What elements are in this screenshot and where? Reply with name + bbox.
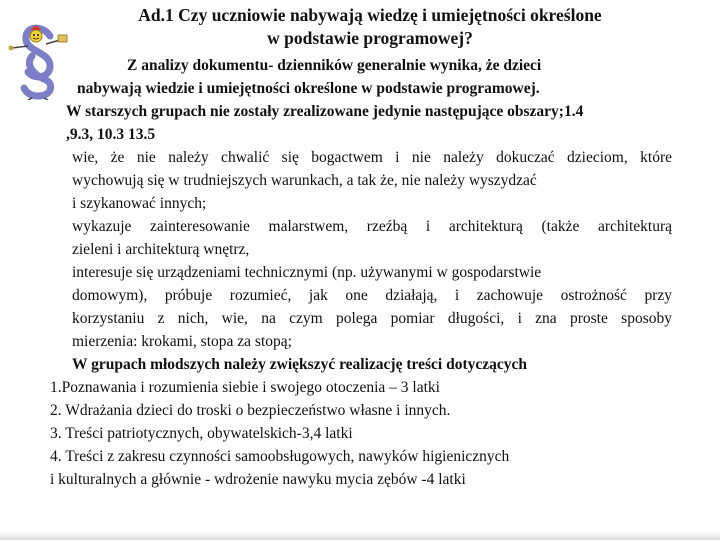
slide-bottom-edge (0, 532, 720, 540)
numbered-item-1: 1.Poznawania i rozumienia siebie i swojego otoczenia – 3 latki (50, 379, 440, 396)
bullet-4-line-1: domowym), próbuje rozumieć, jak one działają, i zachowuje ostrożność przy (72, 287, 672, 304)
intro-line-2: nabywają wiedzie i umiejętności określone w podstawie programowej. (77, 80, 540, 97)
paragraph-sign-mascot-icon (6, 22, 72, 100)
intro-line-3: W starszych grupach nie zostały zrealizowane jedynie następujące obszary;1.4 (66, 103, 584, 120)
bullet-4-line-3: mierzenia: krokami, stopa za stopą; (72, 333, 292, 350)
numbered-item-4-continuation: i kulturalnych a głównie - wdrożenie nawyku mycia zębów -4 latki (50, 471, 466, 488)
bullet-2-line-2: zieleni i architekturą wnętrz, (72, 241, 250, 258)
bullet-1-line-2: wychowują się w trudniejszych warunkach, a tak że, nie należy wyszydzać (72, 172, 537, 189)
numbered-item-2: 2. Wdrażania dzieci do troski o bezpieczeństwo własne i innych. (50, 402, 451, 419)
bullet-1-line-1: wie, że nie należy chwalić się bogactwem i nie należy dokuczać dzieciom, które (72, 149, 672, 166)
slide-title-line-1: Ad.1 Czy uczniowie nabywają wiedzę i umiejętności określone (138, 5, 602, 25)
numbered-item-3: 3. Treści patriotycznych, obywatelskich-3,4 latki (50, 425, 353, 442)
slide-title-line-2: w podstawie programowej? (267, 28, 473, 48)
bullet-5-line-1: W grupach młodszych należy zwiększyć realizację treści dotyczących (72, 356, 527, 373)
intro-line-1: Z analizy dokumentu- dzienników generalnie wynika, że dzieci (127, 57, 542, 74)
intro-line-4: ,9.3, 10.3 13.5 (66, 126, 156, 143)
bullet-2-line-1: wykazuje zainteresowanie malarstwem, rzeźbą i architekturą (także architekturą (72, 218, 672, 235)
bullet-1-line-3: i szykanować innych; (72, 195, 207, 212)
numbered-item-4: 4. Treści z zakresu czynności samoobsługowych, nawyków higienicznych (50, 448, 510, 465)
bullet-3-line-1: interesuje się urządzeniami technicznymi (np. używanymi w gospodarstwie (72, 264, 542, 281)
bullet-4-line-2: korzystaniu z nich, wie, na czym polega pomiar długości, i zna proste sposoby (72, 310, 672, 327)
